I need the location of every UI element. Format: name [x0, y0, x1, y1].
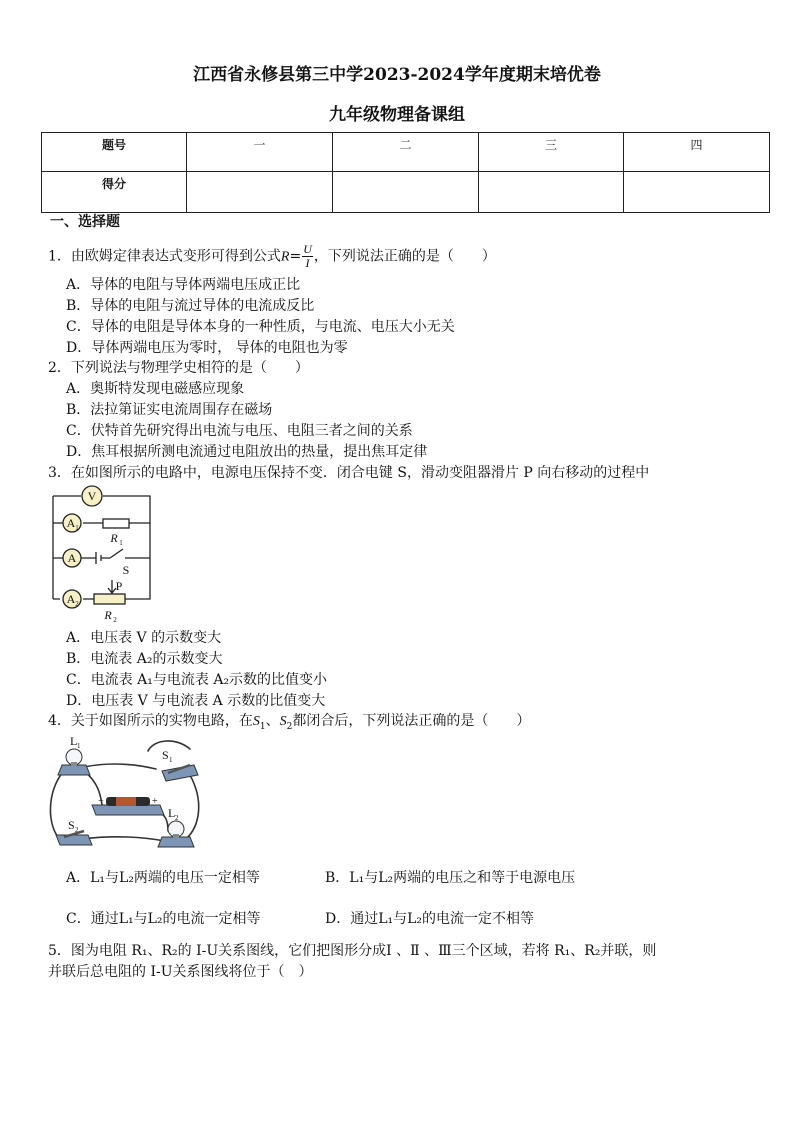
question-4-option-d: D．通过L₁与L₂的电流一定不相等 [325, 911, 535, 927]
battery-minus-label: − [98, 796, 104, 807]
ammeter-a2-subscript: 2 [75, 600, 79, 608]
score-cell-1[interactable] [187, 172, 333, 213]
question-1-option-c: C．导体的电阻是导体本身的一种性质，与电流、电压大小无关 [66, 319, 455, 335]
switch-s2-label: S [68, 818, 75, 832]
exam-subtitle: 九年级物理备课组 [329, 105, 465, 125]
question-2-option-b: B．法拉第证实电流周围存在磁场 [66, 402, 273, 418]
question-1-option-d: D．导体两端电压为零时， 导体的电阻也为零 [66, 340, 348, 356]
switch-s2-icon [56, 831, 92, 845]
lamp-l1-icon [58, 749, 90, 775]
question-4-s2-sub: 2 [286, 721, 293, 732]
slider-p-label: P [115, 579, 123, 593]
lamp-l2-subscript: 2 [175, 814, 179, 822]
lamp-l2-label: L [168, 806, 176, 820]
question-3-stem: 3．在如图所示的电路中，电源电压保持不变．闭合电键 S，滑动变阻器滑片 P 向右移动的过程中 [48, 465, 650, 481]
question-3-option-d: D．电压表 V 与电流表 A 示数的比值变大 [66, 693, 326, 709]
question-5-line-1: 5．图为电阻 R₁、R₂的 I-U关系图线，它们把图形分成Ⅰ 、Ⅱ 、Ⅲ三个区域，若将 R₁、R₂并联，则 [48, 943, 657, 959]
circuit-diagram-q3 [44, 484, 160, 626]
resistor-r2-label: R [104, 608, 112, 622]
question-2-option-d: D．焦耳根据所测电流通过电阻放出的热量，提出焦耳定律 [66, 444, 428, 460]
score-cell-4[interactable] [623, 172, 769, 213]
question-4-s1-sub: 1 [259, 721, 266, 732]
score-table-label-number: 题号 [42, 133, 187, 172]
switch-s1-subscript: 1 [169, 756, 173, 764]
resistor-r2-subscript: 2 [113, 616, 117, 624]
physical-circuit-q4 [44, 731, 204, 857]
score-cell-3[interactable] [478, 172, 623, 213]
question-1-option-a: A．导体的电阻与导体两端电压成正比 [66, 277, 301, 293]
score-table-col-4: 四 [623, 133, 769, 172]
battery-plus-label: + [152, 796, 158, 807]
ammeter-a-label: A [67, 551, 77, 565]
question-1-option-b: B．导体的电阻与流过导体的电流成反比 [66, 298, 315, 314]
question-4-s2: S [279, 714, 287, 729]
switch-s-label: S [122, 563, 130, 577]
score-table-score-row [42, 172, 770, 213]
score-table-col-1: 一 [187, 133, 333, 172]
question-1-suffix: ，下列说法正确的是（ ） [313, 248, 496, 265]
question-5-line-2: 并联后总电阻的 I-U关系图线将位于（ ） [48, 964, 313, 980]
lamp-l1-label: L [70, 734, 78, 748]
switch-s1-label: S [162, 748, 169, 762]
question-1-prefix: 1．由欧姆定律表达式变形可得到公式 [48, 248, 281, 265]
question-3-option-c: C．电流表 A₁与电流表 A₂示数的比值变小 [66, 672, 328, 688]
score-cell-2[interactable] [332, 172, 478, 213]
question-2-stem: 2．下列说法与物理学史相符的是（ ） [48, 360, 309, 376]
question-4-stem-b: 都闭合后，下列说法正确的是（ ） [292, 713, 531, 729]
lamp-l1-subscript: 1 [77, 742, 81, 750]
resistor-r1-label: R [110, 531, 118, 545]
resistor-r1-subscript: 1 [119, 539, 123, 547]
score-table [41, 132, 770, 213]
formula-eq: = [289, 248, 302, 265]
question-3-option-b: B．电流表 A₂的示数变大 [66, 651, 223, 667]
switch-s2-subscript: 2 [75, 826, 79, 834]
voltmeter-label: V [87, 489, 97, 503]
question-4-sep: 、 [265, 713, 280, 729]
ammeter-a1-subscript: 1 [75, 524, 79, 532]
formula-denominator: I [305, 256, 310, 270]
score-table-label-score: 得分 [42, 172, 187, 213]
score-table-header-row [42, 133, 770, 172]
question-4-stem-a: 4．关于如图所示的实物电路，在 [48, 713, 253, 729]
question-4-option-c: C．通过L₁与L₂的电流一定相等 [66, 911, 261, 927]
lamp-l2-icon [158, 821, 194, 847]
score-table-col-2: 二 [332, 133, 478, 172]
exam-title: 江西省永修县第三中学2023-2024学年度期末培优卷 [193, 65, 601, 85]
question-1-stem [48, 243, 496, 270]
question-4-option-b: B．L₁与L₂两端的电压之和等于电源电压 [325, 870, 576, 886]
formula-numerator: U [303, 242, 312, 256]
score-table-col-3: 三 [478, 133, 623, 172]
formula-lhs: R [280, 249, 290, 265]
ammeter-a1-label: A [66, 516, 76, 530]
question-3-option-a: A．电压表 V 的示数变大 [66, 630, 222, 646]
section-title: 一、选择题 [50, 214, 120, 230]
question-4-s1: S [252, 714, 260, 729]
ammeter-a2-label: A [66, 592, 76, 606]
formula-fraction [302, 243, 313, 270]
question-2-option-c: C．伏特首先研究得出电流与电压、电阻三者之间的关系 [66, 423, 413, 439]
question-2-option-a: A．奥斯特发现电磁感应现象 [66, 381, 245, 397]
question-4-option-a: A．L₁与L₂两端的电压一定相等 [66, 870, 260, 886]
